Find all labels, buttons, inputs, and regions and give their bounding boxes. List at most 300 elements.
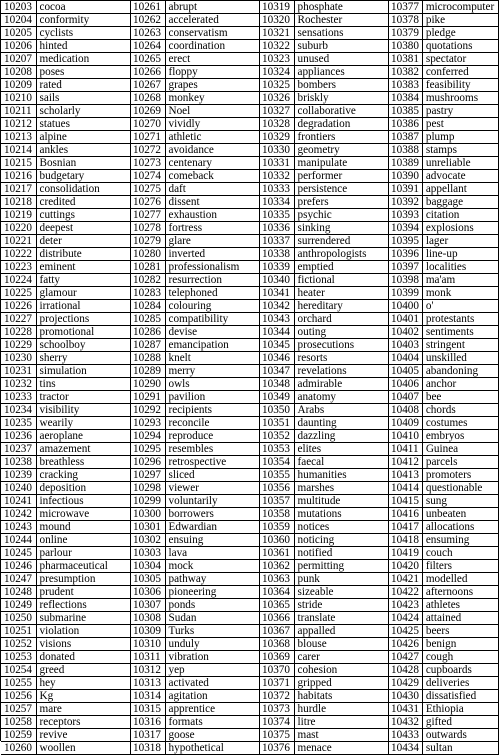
table-row: [388, 196, 499, 209]
word-entry: marshes: [294, 482, 388, 495]
word-entry: sentiments: [422, 326, 498, 339]
rank-number: 10251: [1, 625, 36, 638]
table-column-3: [259, 1, 389, 755]
word-entry: grapes: [165, 79, 259, 92]
table-row: [1, 742, 130, 755]
rank-number: 10257: [1, 703, 36, 716]
table-row: [388, 92, 499, 105]
word-entry: mutations: [294, 508, 388, 521]
rank-number: 10418: [388, 534, 422, 547]
rank-number: 10211: [1, 105, 36, 118]
table-row: [388, 482, 499, 495]
word-entry: accelerated: [165, 14, 259, 27]
rank-number: 10242: [1, 508, 36, 521]
word-entry: revelations: [294, 365, 388, 378]
word-entry: owls: [165, 378, 259, 391]
table-row: [388, 417, 499, 430]
rank-number: 10407: [388, 391, 422, 404]
table-row: [130, 339, 259, 352]
rank-number: 10300: [130, 508, 165, 521]
rank-number: 10227: [1, 313, 36, 326]
rank-number: 10219: [1, 209, 36, 222]
table-row: [130, 183, 259, 196]
rank-number: 10404: [388, 352, 422, 365]
table-row: [130, 560, 259, 573]
table-row: [130, 703, 259, 716]
rank-number: 10321: [259, 27, 294, 40]
word-entry: Rochester: [294, 14, 388, 27]
rank-number: 10229: [1, 339, 36, 352]
table-row: [388, 365, 499, 378]
word-entry: heater: [294, 287, 388, 300]
rank-number: 10261: [130, 1, 165, 14]
table-row: [259, 508, 388, 521]
rank-number: 10231: [1, 365, 36, 378]
table-row: [259, 300, 388, 313]
table-column-4: [388, 1, 499, 755]
word-entry: mock: [165, 560, 259, 573]
table-row: [388, 560, 499, 573]
rank-number: 10252: [1, 638, 36, 651]
table-row: [388, 378, 499, 391]
table-row: [1, 521, 130, 534]
word-entry: bombers: [294, 79, 388, 92]
rank-number: 10352: [259, 430, 294, 443]
table-row: [259, 209, 388, 222]
table-row: [1, 92, 130, 105]
rank-number: 10253: [1, 651, 36, 664]
word-entry: advocate: [422, 170, 498, 183]
table-row: [259, 690, 388, 703]
rank-number: 10385: [388, 105, 422, 118]
table-row: [388, 430, 499, 443]
table-row: [259, 469, 388, 482]
table-row: [259, 729, 388, 742]
word-entry: voluntarily: [165, 495, 259, 508]
table-row: [259, 378, 388, 391]
table-row: [259, 183, 388, 196]
rank-number: 10344: [259, 326, 294, 339]
word-entry: plump: [422, 131, 498, 144]
word-entry: reproduce: [165, 430, 259, 443]
word-entry: devise: [165, 326, 259, 339]
table-row: [259, 79, 388, 92]
rank-number: 10365: [259, 599, 294, 612]
rank-number: 10222: [1, 248, 36, 261]
word-entry: manipulate: [294, 157, 388, 170]
rank-number: 10419: [388, 547, 422, 560]
rank-number: 10303: [130, 547, 165, 560]
rank-number: 10414: [388, 482, 422, 495]
table-row: [259, 170, 388, 183]
word-entry: localities: [422, 261, 498, 274]
rank-number: 10216: [1, 170, 36, 183]
table-row: [1, 118, 130, 131]
table-row: [259, 118, 388, 131]
rank-number: 10408: [388, 404, 422, 417]
table-row: [388, 261, 499, 274]
table-row: [388, 625, 499, 638]
word-entry: cuttings: [36, 209, 130, 222]
table-row: [1, 157, 130, 170]
word-entry: hey: [36, 677, 130, 690]
rank-number: 10324: [259, 66, 294, 79]
rank-number: 10338: [259, 248, 294, 261]
rank-number: 10377: [388, 1, 422, 14]
rank-number: 10209: [1, 79, 36, 92]
word-entry: ensuing: [165, 534, 259, 547]
word-entry: colouring: [165, 300, 259, 313]
rank-number: 10390: [388, 170, 422, 183]
rank-number: 10230: [1, 352, 36, 365]
table-row: [388, 651, 499, 664]
table-row: [1, 690, 130, 703]
rank-number: 10277: [130, 209, 165, 222]
table-row: [1, 196, 130, 209]
table-row: [388, 118, 499, 131]
rank-number: 10244: [1, 534, 36, 547]
table-row: [388, 105, 499, 118]
rank-number: 10282: [130, 274, 165, 287]
table-row: [388, 703, 499, 716]
word-entry: anthropologists: [294, 248, 388, 261]
table-row: [130, 105, 259, 118]
word-entry: sung: [422, 495, 498, 508]
word-entry: submarine: [36, 612, 130, 625]
rank-number: 10432: [388, 716, 422, 729]
rank-number: 10270: [130, 118, 165, 131]
table-row: [130, 40, 259, 53]
word-entry: allocations: [422, 521, 498, 534]
word-entry: blouse: [294, 638, 388, 651]
table-row: [259, 53, 388, 66]
table-row: [1, 183, 130, 196]
table-row: [1, 417, 130, 430]
table-row: [388, 79, 499, 92]
word-entry: viewer: [165, 482, 259, 495]
table-row: [259, 14, 388, 27]
rank-number: 10332: [259, 170, 294, 183]
rank-number: 10383: [388, 79, 422, 92]
rank-number: 10281: [130, 261, 165, 274]
table-row: [130, 742, 259, 755]
table-row: [1, 651, 130, 664]
table-row: [130, 313, 259, 326]
rank-number: 10327: [259, 105, 294, 118]
word-entry: punk: [294, 573, 388, 586]
table-row: [1, 534, 130, 547]
table-row: [1, 365, 130, 378]
table-row: [130, 456, 259, 469]
word-entry: notices: [294, 521, 388, 534]
rank-number: 10304: [130, 560, 165, 573]
table-row: [130, 326, 259, 339]
table-row: [388, 729, 499, 742]
table-row: [1, 391, 130, 404]
rank-number: 10342: [259, 300, 294, 313]
word-entry: receptors: [36, 716, 130, 729]
rank-number: 10265: [130, 53, 165, 66]
table-row: [259, 196, 388, 209]
rank-number: 10331: [259, 157, 294, 170]
table-row: [130, 651, 259, 664]
table-row: [388, 677, 499, 690]
word-entry: prefers: [294, 196, 388, 209]
table-row: [1, 638, 130, 651]
table-row: [1, 1, 130, 14]
table-row: [1, 131, 130, 144]
word-entry: amazement: [36, 443, 130, 456]
rank-number: 10213: [1, 131, 36, 144]
word-entry: translate: [294, 612, 388, 625]
rank-number: 10396: [388, 248, 422, 261]
table-row: [388, 443, 499, 456]
table-row: [259, 326, 388, 339]
word-entry: credited: [36, 196, 130, 209]
rank-number: 10398: [388, 274, 422, 287]
rank-number: 10206: [1, 40, 36, 53]
rank-number: 10413: [388, 469, 422, 482]
word-entry: recipients: [165, 404, 259, 417]
table-row: [1, 599, 130, 612]
rank-number: 10247: [1, 573, 36, 586]
word-entry: Turks: [165, 625, 259, 638]
table-row: [130, 469, 259, 482]
word-entry: protestants: [422, 313, 498, 326]
table-row: [259, 521, 388, 534]
word-entry: emancipation: [165, 339, 259, 352]
table-row: [1, 53, 130, 66]
rank-number: 10255: [1, 677, 36, 690]
table-row: [259, 456, 388, 469]
table-row: [259, 352, 388, 365]
rank-number: 10313: [130, 677, 165, 690]
word-entry: briskly: [294, 92, 388, 105]
table-row: [130, 79, 259, 92]
table-row: [1, 300, 130, 313]
rank-number: 10320: [259, 14, 294, 27]
word-entry: appalled: [294, 625, 388, 638]
rank-number: 10293: [130, 417, 165, 430]
rank-number: 10238: [1, 456, 36, 469]
table-row: [130, 222, 259, 235]
table-row: [130, 599, 259, 612]
table-row: [388, 40, 499, 53]
table-row: [130, 1, 259, 14]
rank-number: 10210: [1, 92, 36, 105]
table-row: [130, 417, 259, 430]
rank-number: 10263: [130, 27, 165, 40]
rank-number: 10312: [130, 664, 165, 677]
rank-number: 10319: [259, 1, 294, 14]
table-row: [259, 534, 388, 547]
table-row: [1, 495, 130, 508]
word-entry: appellant: [422, 183, 498, 196]
rank-number: 10223: [1, 261, 36, 274]
table-row: [1, 105, 130, 118]
word-entry: mast: [294, 729, 388, 742]
word-entry: alpine: [36, 131, 130, 144]
rank-number: 10409: [388, 417, 422, 430]
table-row: [130, 27, 259, 40]
rank-number: 10355: [259, 469, 294, 482]
rank-number: 10287: [130, 339, 165, 352]
word-entry: cupboards: [422, 664, 498, 677]
rank-number: 10403: [388, 339, 422, 352]
word-entry: agitation: [165, 690, 259, 703]
word-entry: glare: [165, 235, 259, 248]
word-entry: line-up: [422, 248, 498, 261]
table-row: [130, 495, 259, 508]
word-entry: stringent: [422, 339, 498, 352]
table-row: [130, 235, 259, 248]
word-entry: budgetary: [36, 170, 130, 183]
word-entry: telephoned: [165, 287, 259, 300]
rank-number: 10264: [130, 40, 165, 53]
rank-number: 10234: [1, 404, 36, 417]
rank-number: 10374: [259, 716, 294, 729]
word-entry: glamour: [36, 287, 130, 300]
word-entry: woollen: [36, 742, 130, 755]
rank-number: 10325: [259, 79, 294, 92]
rank-number: 10346: [259, 352, 294, 365]
word-entry: promoters: [422, 469, 498, 482]
word-entry: centenary: [165, 157, 259, 170]
table-row: [130, 404, 259, 417]
rank-number: 10372: [259, 690, 294, 703]
rank-number: 10306: [130, 586, 165, 599]
table-row: [1, 456, 130, 469]
word-entry: fortress: [165, 222, 259, 235]
word-entry: presumption: [36, 573, 130, 586]
word-entry: vibration: [165, 651, 259, 664]
rank-number: 10204: [1, 14, 36, 27]
rank-number: 10427: [388, 651, 422, 664]
rank-number: 10382: [388, 66, 422, 79]
rank-number: 10417: [388, 521, 422, 534]
word-entry: dissatisfied: [422, 690, 498, 703]
word-entry: parlour: [36, 547, 130, 560]
word-entry: gripped: [294, 677, 388, 690]
word-entry: unbeaten: [422, 508, 498, 521]
word-entry: prudent: [36, 586, 130, 599]
table-row: [130, 521, 259, 534]
table-row: [130, 144, 259, 157]
table-row: [388, 508, 499, 521]
rank-number: 10241: [1, 495, 36, 508]
word-entry: modelled: [422, 573, 498, 586]
table-row: [259, 560, 388, 573]
rank-number: 10401: [388, 313, 422, 326]
table-row: [130, 261, 259, 274]
table-row: [130, 157, 259, 170]
word-entry: visions: [36, 638, 130, 651]
table-row: [1, 79, 130, 92]
rank-number: 10362: [259, 560, 294, 573]
rank-number: 10317: [130, 729, 165, 742]
rank-number: 10426: [388, 638, 422, 651]
word-entry: Bosnian: [36, 157, 130, 170]
rank-number: 10286: [130, 326, 165, 339]
rank-number: 10295: [130, 443, 165, 456]
table-row: [388, 742, 499, 755]
rank-number: 10316: [130, 716, 165, 729]
rank-number: 10334: [259, 196, 294, 209]
word-entry: hinted: [36, 40, 130, 53]
word-entry: beers: [422, 625, 498, 638]
table-row: [1, 729, 130, 742]
word-entry: resurrection: [165, 274, 259, 287]
rank-number: 10424: [388, 612, 422, 625]
word-entry: pledge: [422, 27, 498, 40]
word-entry: dazzling: [294, 430, 388, 443]
table-row: [1, 625, 130, 638]
word-entry: attained: [422, 612, 498, 625]
table-row: [1, 40, 130, 53]
table-row: [1, 326, 130, 339]
word-entry: floppy: [165, 66, 259, 79]
rank-number: 10412: [388, 456, 422, 469]
table-column-2: [130, 1, 260, 755]
rank-number: 10380: [388, 40, 422, 53]
table-row: [130, 196, 259, 209]
rank-number: 10359: [259, 521, 294, 534]
table-row: [388, 235, 499, 248]
word-entry: monkey: [165, 92, 259, 105]
table-row: [388, 222, 499, 235]
table-row: [388, 352, 499, 365]
rank-number: 10243: [1, 521, 36, 534]
table-row: [259, 157, 388, 170]
rank-number: 10392: [388, 196, 422, 209]
word-entry: sliced: [165, 469, 259, 482]
rank-number: 10212: [1, 118, 36, 131]
rank-number: 10423: [388, 599, 422, 612]
rank-number: 10248: [1, 586, 36, 599]
word-entry: online: [36, 534, 130, 547]
word-entry: donated: [36, 651, 130, 664]
table-row: [1, 378, 130, 391]
rank-number: 10217: [1, 183, 36, 196]
word-entry: unduly: [165, 638, 259, 651]
table-row: [130, 118, 259, 131]
rank-number: 10431: [388, 703, 422, 716]
table-row: [388, 664, 499, 677]
rank-number: 10430: [388, 690, 422, 703]
table-row: [130, 274, 259, 287]
word-entry: gifted: [422, 716, 498, 729]
table-row: [388, 157, 499, 170]
word-entry: daft: [165, 183, 259, 196]
word-entry: professionalism: [165, 261, 259, 274]
table-row: [259, 612, 388, 625]
table-row: [1, 339, 130, 352]
rank-number: 10278: [130, 222, 165, 235]
rank-number: 10371: [259, 677, 294, 690]
rank-number: 10250: [1, 612, 36, 625]
table-row: [388, 53, 499, 66]
rank-number: 10308: [130, 612, 165, 625]
rank-number: 10232: [1, 378, 36, 391]
rank-number: 10249: [1, 599, 36, 612]
table-row: [259, 625, 388, 638]
table-row: [1, 404, 130, 417]
table-row: [259, 664, 388, 677]
table-row: [1, 222, 130, 235]
table-row: [388, 27, 499, 40]
word-entry: ponds: [165, 599, 259, 612]
rank-number: 10341: [259, 287, 294, 300]
